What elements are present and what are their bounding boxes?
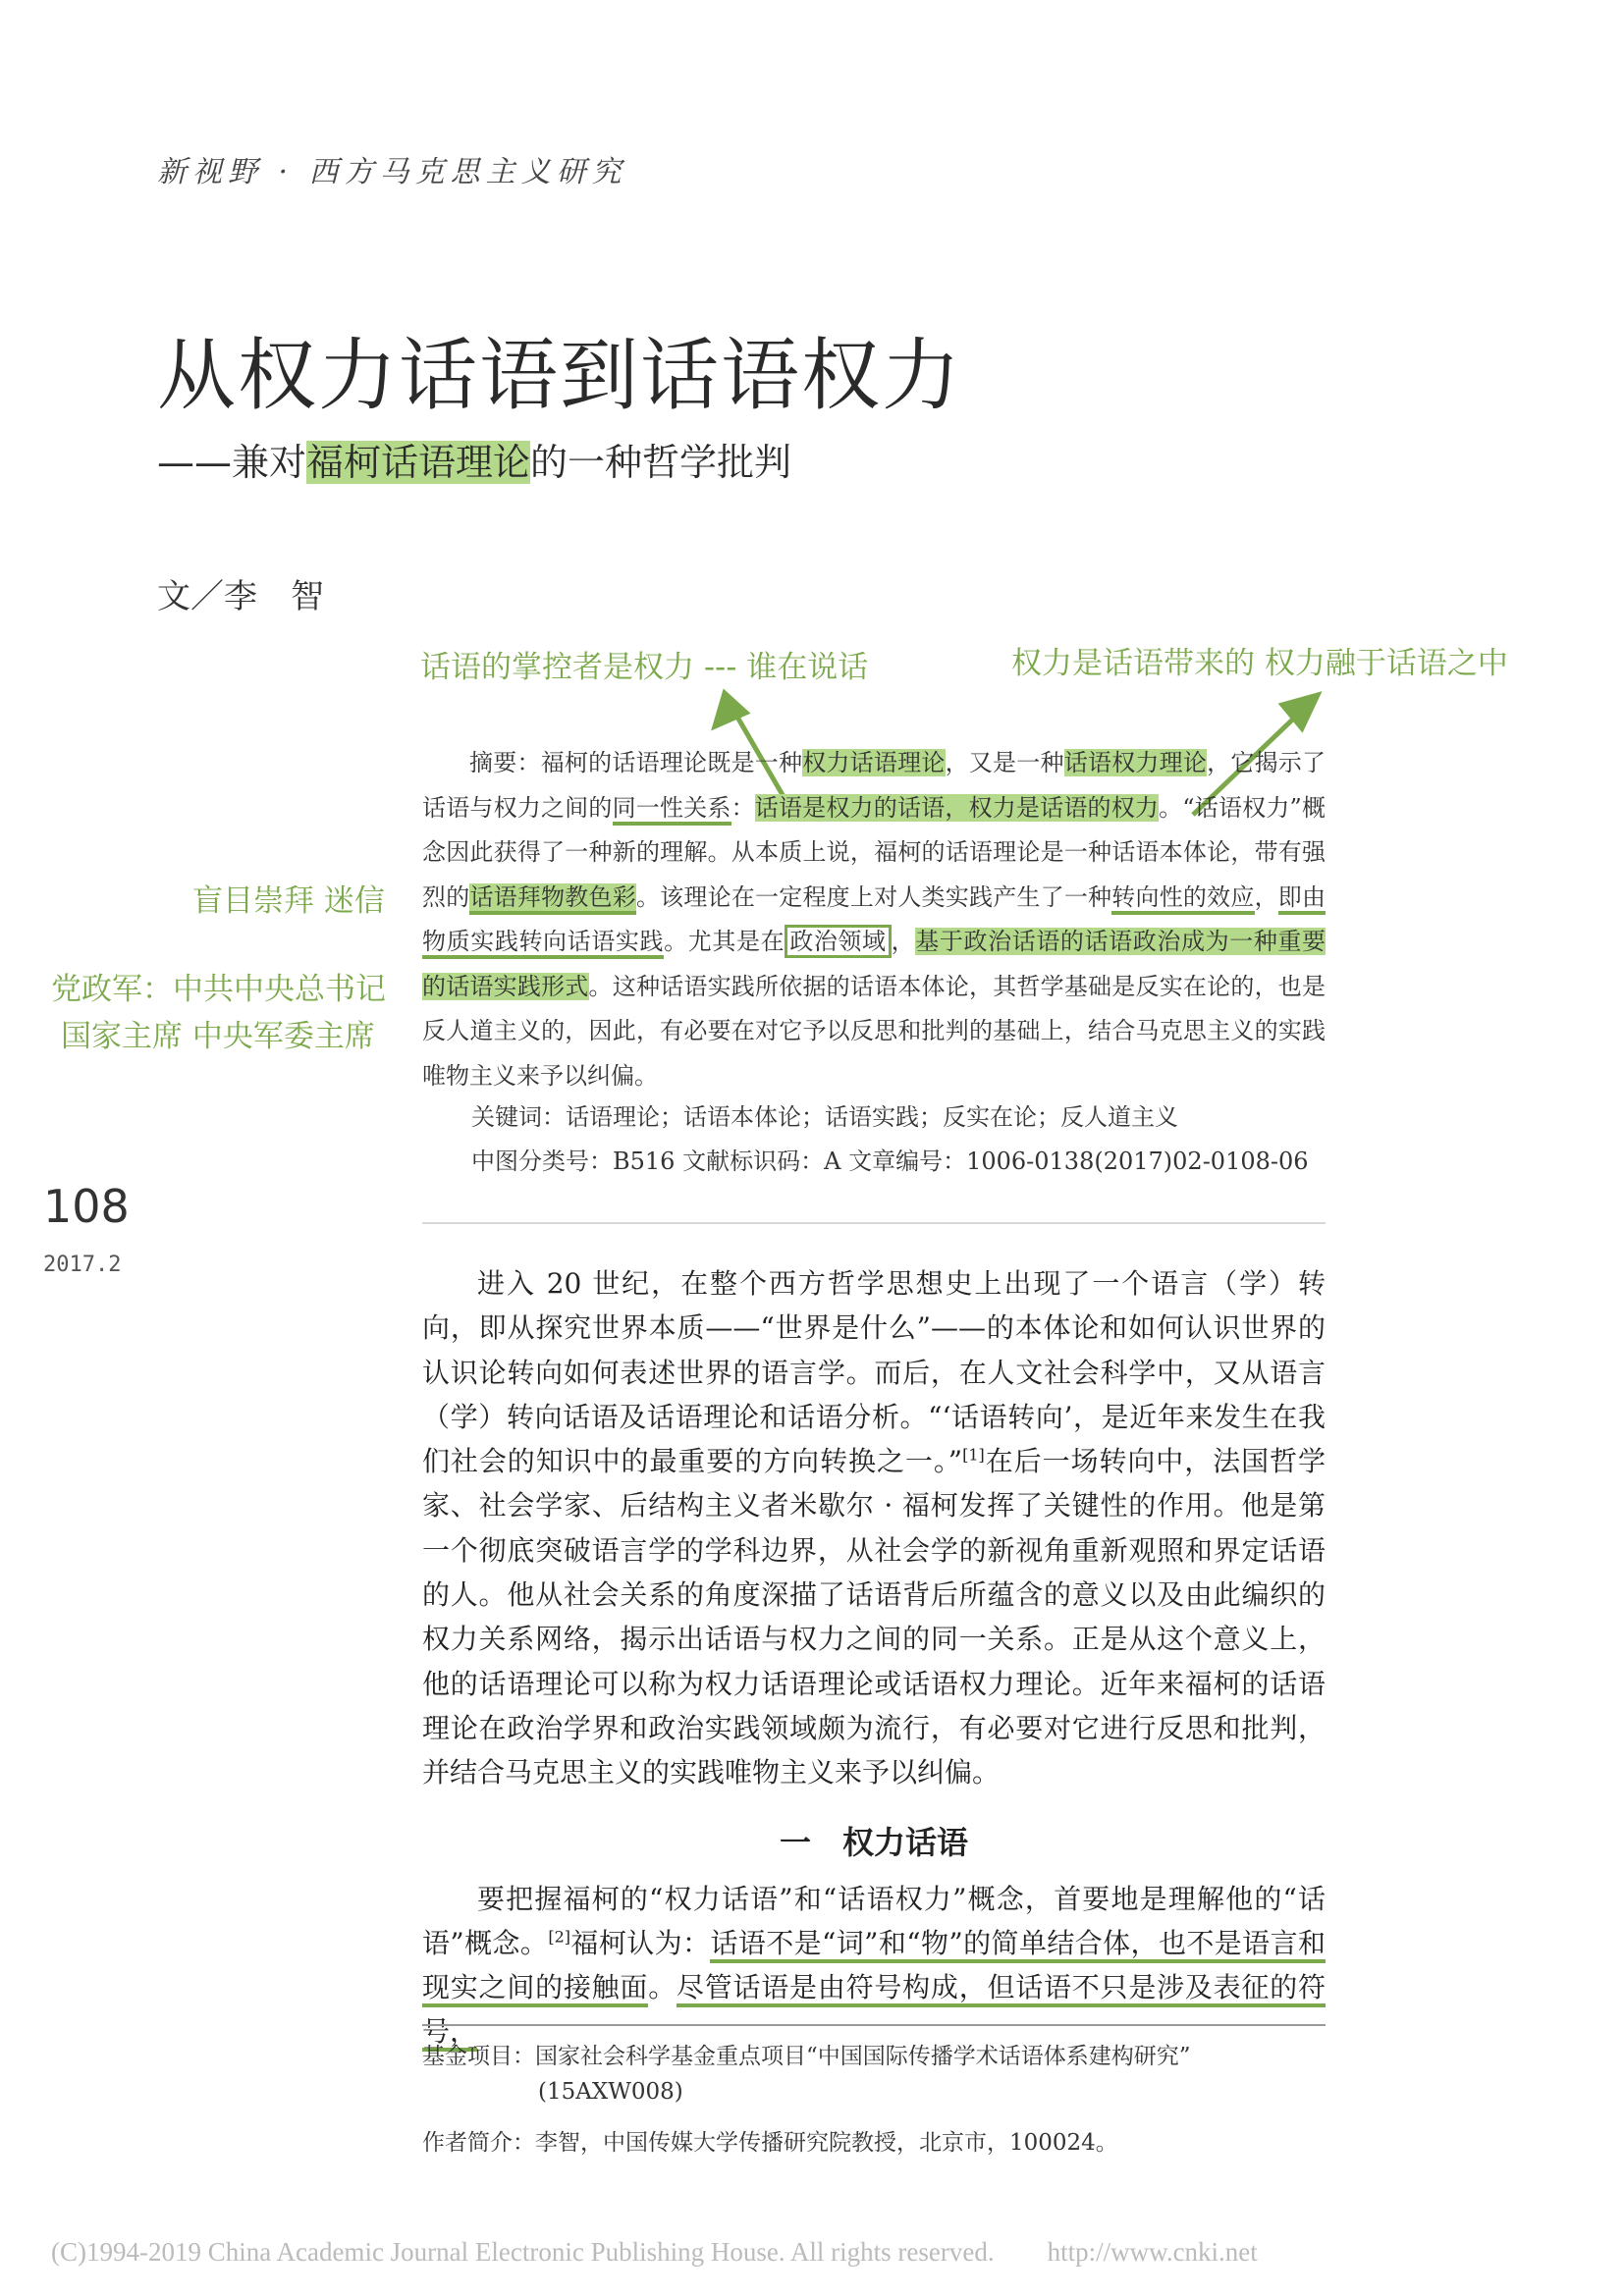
issue-date: 2017.2 <box>43 1253 122 1277</box>
clc-value: B516 <box>613 1148 676 1175</box>
section-heading: 一 权力话语 <box>779 1824 968 1861</box>
classification-line <box>471 1142 1309 1176</box>
clc-label: 中图分类号： <box>471 1148 613 1175</box>
underline-identity-relation: 同一性关系 <box>613 794 731 826</box>
reference-2: [2] <box>548 1927 571 1947</box>
divider <box>422 1222 1326 1224</box>
page-number: 108 <box>43 1180 130 1233</box>
underline-discourse-symbols: 尽管话语是由符号构成，但话语不只是涉及表征的符号， <box>422 1971 1326 2052</box>
series-header: 新视野 · 西方马克思主义研究 <box>157 155 627 189</box>
abstract-text: ，它揭示了话语与权力之间的 <box>422 749 1326 822</box>
section-paragraph <box>422 1877 1326 2054</box>
author-note-text: 李智，中国传媒大学传播研究院教授，北京市，100024。 <box>535 2130 1118 2156</box>
intro-text: 在后一场转向中，法国哲学家、社会学家、后结构主义者米歇尔 · 福柯发挥了关键性的作用。他是第一个彻底突破语言学的学科边界，从社会学的新视角重新观照和界定话语的人。他从社会关系的角度深描了话语背后所蕴含的意义以及由此编织的权力关系网络，揭示出话语与权力之间的同一关系。正是从这个意义上，他的话语理论可以称为权力话语理论或话语权力理论。近年来福柯的话语理论在政治学界和政治实践领域颇为流行，有必要对它进行反思和批判，并结合马克思主义的实践唯物主义来予以纠偏。 <box>422 1445 1326 1789</box>
section-text: 要把握福柯的“权力话语”和“话语权力”概念，首要地是理解他的“话语”概念。 <box>422 1883 1326 1959</box>
doc-code-label: 文献标识码： <box>682 1148 825 1175</box>
annotation-note-2: 权力是话语带来的 权力融于话语之中 <box>1011 646 1508 681</box>
keywords-line <box>471 1097 1178 1132</box>
highlight-power-discourse: 权力话语理论 <box>802 749 946 776</box>
abstract-text: ， <box>891 928 916 955</box>
fund-text: 国家社会科学基金重点项目“中国国际传播学术话语体系建构研究” <box>535 2044 1191 2069</box>
highlight-fetishism: 话语拜物教色彩 <box>469 883 636 915</box>
abstract-text: 。该理论在一定程度上对人类实践产生了一种 <box>635 882 1112 911</box>
annotation-note-3: 盲目崇拜 迷信 <box>192 883 385 919</box>
keywords-text: 话语理论；话语本体论；话语实践；反实在论；反人道主义 <box>566 1103 1178 1131</box>
abstract-text: ， <box>1254 882 1278 911</box>
highlight-discourse-power: 话语权力理论 <box>1063 749 1208 776</box>
fund-code: (15AXW008) <box>538 2079 683 2105</box>
abstract-text: ： <box>731 793 755 822</box>
intro-paragraph <box>422 1261 1326 1795</box>
abstract-text: 。这种话语实践所依据的话语本体论，其哲学基础是反实在论的，也是反人道主义的，因此，有必要在对它予以反思和批判的基础上，结合马克思主义的实践唯物主义来予以纠偏。 <box>422 972 1326 1090</box>
boxed-political-field: 政治领域 <box>785 925 891 958</box>
reference-1: [1] <box>962 1445 985 1465</box>
annotation-note-1: 话语的掌控者是权力 --- 谁在说话 <box>420 650 869 685</box>
underline-discourse-definition: 话语不是“词”和“物”的简单结合体，也不是语言和现实之间的接触面 <box>422 1927 1326 2007</box>
highlight-discourse-is-power: 话语是权力的话语，权力是话语的权力 <box>754 793 1160 822</box>
keywords-label: 关键词： <box>471 1103 566 1131</box>
underline-practice-turn: 即由物质实践转向话语实践 <box>422 883 1326 960</box>
section-text: 福柯认为： <box>570 1927 711 1959</box>
author-line: 文／李 智 <box>157 577 324 616</box>
annotation-note-4b: 国家主席 中央军委主席 <box>61 1019 375 1054</box>
author-note-label: 作者简介： <box>422 2130 535 2156</box>
abstract-label: 摘要： <box>469 749 541 776</box>
abstract-text: 福柯的话语理论既是一种 <box>540 749 803 776</box>
intro-text: 进入 20 世纪，在整个西方哲学思想史上出现了一个语言（学）转向，即从探究世界本质——“世界是什么”——的本体论和如何认识世界的认识论转向如何表述世界的语言学。而后，在人文社会科学中，又从语言（学）转向话语及话语理论和话语分析。“‘话语转向’，是近年来发生在我们社会的知识中的最重要的方向转换之一。” <box>422 1267 1326 1478</box>
subtitle-pre: ——兼对 <box>157 441 307 484</box>
article-number-label: 文章编号： <box>848 1148 967 1175</box>
highlight-discourse-politics: 基于政治话语的话语政治成为一种重要的话语实践形式 <box>422 928 1326 1000</box>
abstract <box>422 741 1326 1098</box>
annotation-note-4a: 党政军：中共中央总书记 <box>51 972 386 1007</box>
section-text: 。 <box>648 1971 677 2003</box>
article-title: 从权力话语到话语权力 <box>157 330 962 421</box>
fund-note <box>422 2038 1191 2070</box>
author-note <box>422 2124 1118 2157</box>
copyright-notice: (C)1994-2019 China Academic Journal Electronic Publishing House. All rights reserved. http://www.cnki.net <box>51 2237 1258 2267</box>
subtitle-highlight: 福柯话语理论 <box>306 441 531 484</box>
footnote-divider <box>422 2024 1326 2026</box>
subtitle-post: 的一种哲学批判 <box>530 441 792 484</box>
doc-code-value: A <box>824 1148 841 1175</box>
underline-turning-effect: 转向性的效应 <box>1111 883 1254 915</box>
abstract-text: 。“话语权力”概念因此获得了一种新的理解。从本质上说，福柯的话语理论是一种话语本体论，带有强烈的 <box>422 793 1326 911</box>
abstract-text: ，又是一种 <box>945 749 1064 776</box>
abstract-text: 。尤其是在 <box>664 928 785 955</box>
article-number-value: 1006-0138(2017)02-0108-06 <box>966 1148 1309 1175</box>
fund-label: 基金项目： <box>422 2044 535 2069</box>
